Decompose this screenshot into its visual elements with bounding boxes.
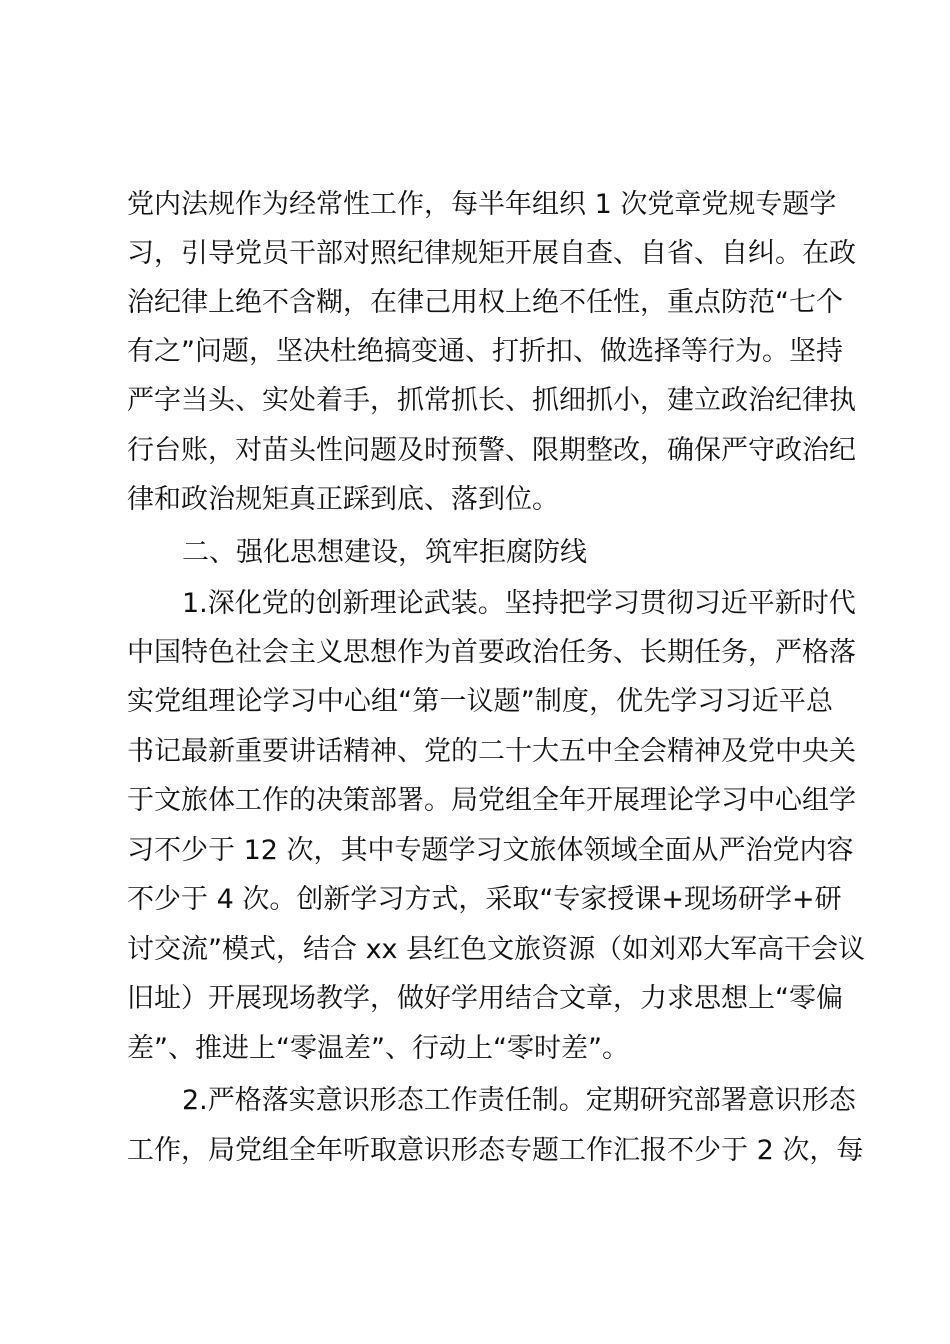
text-line: 差”、推进上“零温差”、行动上“零时差”。 — [127, 1033, 629, 1064]
text-line: 党内法规作为经常性工作，每半年组织 1 次党章党规专题学 — [127, 189, 837, 220]
text-line: 1.深化党的创新理论武装。坚持把学习贯彻习近平新时代 — [182, 588, 856, 619]
text-line: 讨交流”模式，结合 xx 县红色文旅资源（如刘邓大军高干会议 — [127, 934, 866, 965]
text-line: 习，引导党员干部对照纪律规矩开展自查、自省、自纠。在政 — [127, 238, 856, 269]
section-heading: 二、强化思想建设，筑牢拒腐防线 — [182, 537, 587, 568]
text-line: 2.严格落实意识形态工作责任制。定期研究部署意识形态 — [182, 1085, 856, 1116]
text-line: 工作，局党组全年听取意识形态专题工作汇报不少于 2 次，每 — [127, 1135, 864, 1166]
text-line: 书记最新重要讲话精神、党的二十大五中全会精神及党中央关 — [127, 736, 856, 767]
text-line: 于文旅体工作的决策部署。局党组全年开展理论学习中心组学 — [127, 785, 856, 816]
text-line: 习不少于 12 次，其中专题学习文旅体领域全面从严治党内容 — [127, 835, 854, 866]
text-line: 旧址）开展现场教学，做好学用结合文章，力求思想上“零偏 — [127, 983, 843, 1014]
text-line: 中国特色社会主义思想作为首要政治任务、长期任务，严格落 — [127, 637, 856, 668]
text-line: 严字当头、实处着手，抓常抓长、抓细抓小，建立政治纪律执 — [127, 385, 856, 416]
text-line: 治纪律上绝不含糊，在律己用权上绝不任性，重点防范“七个 — [127, 287, 843, 318]
text-line: 实党组理论学习中心组“第一议题”制度，优先学习习近平总 — [127, 686, 833, 717]
text-line: 不少于 4 次。创新学习方式，采取“专家授课+现场研学+研 — [127, 884, 842, 915]
text-line: 律和政治规矩真正踩到底、落到位。 — [127, 484, 559, 515]
text-line: 有之”问题，坚决杜绝搞变通、打折扣、做选择等行为。坚持 — [127, 336, 843, 367]
text-line: 行台账，对苗头性问题及时预警、限期整改，确保严守政治纪 — [127, 435, 856, 466]
